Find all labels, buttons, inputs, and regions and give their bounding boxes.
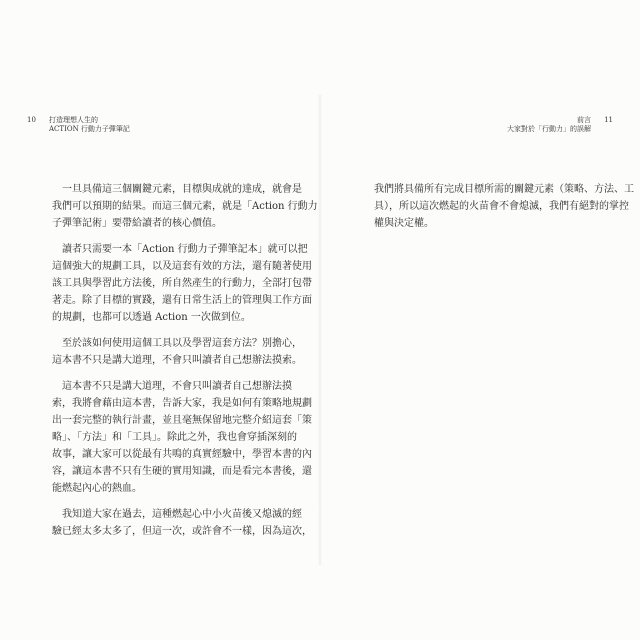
text-line: 一旦具備這三個關鍵元素，目標與成就的達成，就會是 <box>62 184 302 195</box>
left-page-number: 10 <box>27 116 36 124</box>
text-line: 的規劃，也都可以透過 Action 一次做到位。 <box>52 312 251 323</box>
text-line: 我知道大家在過去，這種燃起心中小火苗後又熄滅的經 <box>62 509 302 520</box>
text-line: 略」、「方法」和「工具」。除此之外，我也會穿插深刻的 <box>52 432 297 443</box>
text-line: 我們可以預期的結果。而這三個元素，就是「Action 行動力 <box>52 201 318 212</box>
paragraph <box>52 241 312 326</box>
text-line: 我們將具備所有完成目標所需的關鍵元素（策略、方法、工 <box>374 184 634 195</box>
text-line: 著走。除了目標的實踐，還有日常生活上的管理與工作方面 <box>52 295 312 306</box>
right-page-number: 11 <box>604 116 613 124</box>
paragraph <box>52 506 312 540</box>
right-running-title <box>507 116 591 134</box>
text-line: 子彈筆記術」要帶給讀者的核心價值。 <box>52 218 222 229</box>
text-line: 這本書不只是講大道理，不會只叫讀者自己想辦法摸 <box>62 381 292 392</box>
paragraph <box>52 181 318 232</box>
right-page <box>320 0 640 640</box>
text-line: 這個強大的規劃工具，以及這套有效的方法，還有隨著使用 <box>52 261 312 272</box>
text-line: 索，我將會藉由這本書，告訴大家，我是如何有策略地規劃 <box>52 398 312 409</box>
text-line: 驗已經太多太多了，但這一次，或許會不一樣，因為這次， <box>52 526 312 537</box>
paragraph <box>374 181 634 232</box>
text-line: 讀者只需要一本「Action 行動力子彈筆記本」就可以把 <box>62 244 308 255</box>
text-line: 權與決定權。 <box>374 218 434 229</box>
right-running-head <box>507 116 613 134</box>
left-running-head <box>27 116 130 134</box>
text-line: 具），所以這次燃起的火苗會不會熄滅，我們有絕對的掌控 <box>374 201 629 212</box>
paragraph <box>52 378 312 497</box>
text-line: 故事，讓大家可以從最有共鳴的真實經驗中，學習本書的內 <box>52 449 312 460</box>
text-line: 這本書不只是講大道理，不會只叫讀者自己想辦法摸索。 <box>52 355 302 366</box>
text-line: 出一套完整的執行計畫，並且毫無保留地完整介紹這套「策 <box>52 415 312 426</box>
left-body-text <box>52 181 318 549</box>
chapter-label: 前言 <box>577 116 591 124</box>
right-body-text <box>374 181 634 241</box>
book-title-line-2: ACTION 行動力子彈筆記 <box>49 125 130 133</box>
text-line: 容，讓這本書不只有生硬的實用知識，而是看完本書後，還 <box>52 466 312 477</box>
paragraph <box>52 335 302 369</box>
chapter-title: 大家對於「行動力」的誤解 <box>507 125 591 133</box>
book-title-line-1: 打造理想人生的 <box>49 116 98 124</box>
text-line: 能燃起內心的熱血。 <box>52 483 142 494</box>
text-line: 至於該如何使用這個工具以及學習這套方法？別擔心， <box>62 338 302 349</box>
text-line: 該工具與學習此方法後，所自然產生的行動力，全部打包帶 <box>52 278 312 289</box>
left-running-title <box>49 116 130 134</box>
